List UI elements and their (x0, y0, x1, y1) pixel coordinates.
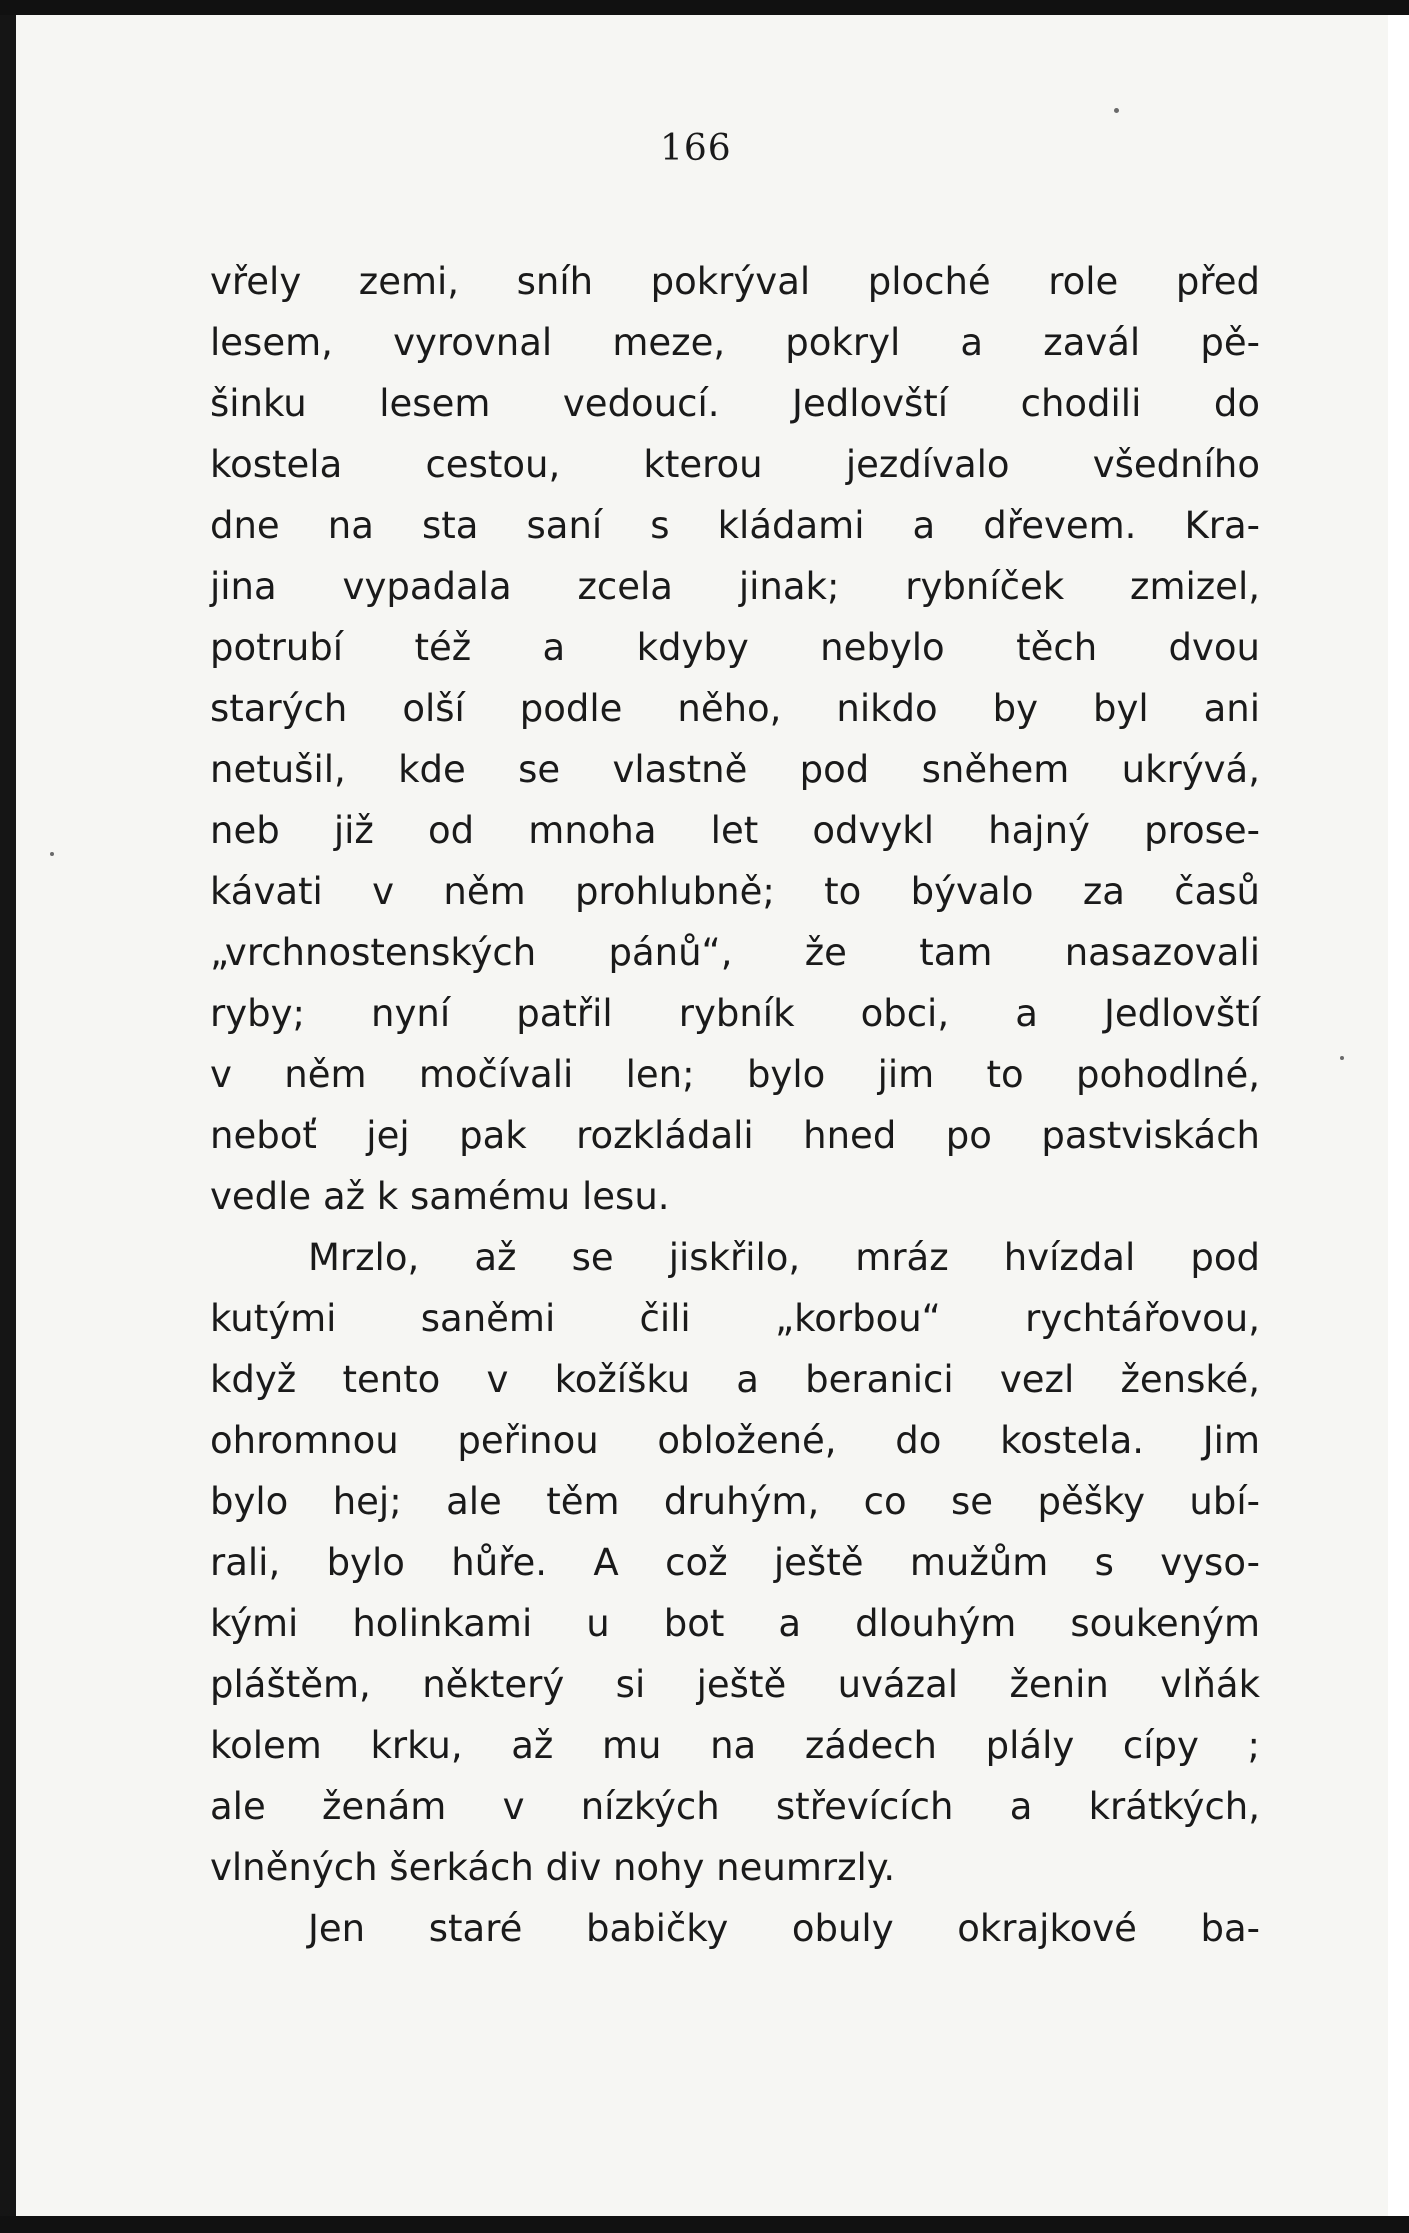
text-line: neb již od mnoha let odvykl hajný prose- (210, 809, 1260, 852)
text-line: ryby; nyní patřil rybník obci, a Jedlovští (210, 992, 1260, 1035)
text-line: kávati v něm prohlubně; to bývalo za časů (210, 870, 1260, 913)
text-line: šinku lesem vedoucí. Jedlovští chodili do (210, 382, 1260, 425)
text-line: ohromnou peřinou obložené, do kostela. Jim (210, 1419, 1260, 1462)
text-line: „vrchnostenských pánů“, že tam nasazovali (210, 931, 1260, 974)
dust-speck (1340, 1056, 1344, 1060)
dust-speck (1114, 108, 1119, 113)
dust-speck (50, 852, 54, 856)
text-line: dne na sta saní s kládami a dřevem. Kra- (210, 504, 1260, 547)
text-line: starých olší podle něho, nikdo by byl ani (210, 687, 1260, 730)
text-line: rali, bylo hůře. A což ještě mužům s vyso- (210, 1541, 1260, 1584)
scan-margin-right (1388, 0, 1409, 2233)
text-line: vřely zemi, sníh pokrýval ploché role před (210, 260, 1260, 303)
text-line-paragraph-start: Mrzlo, až se jiskřilo, mráz hvízdal pod (308, 1236, 1260, 1279)
text-line: netušil, kde se vlastně pod sněhem ukrývá, (210, 748, 1260, 791)
scan-edge-top (0, 0, 1409, 15)
scan-edge-bottom (0, 2216, 1409, 2233)
text-line: kostela cestou, kterou jezdívalo všedního (210, 443, 1260, 486)
text-line-paragraph-end: vlněných šerkách div nohy neumrzly. (210, 1846, 896, 1889)
text-line-paragraph-end: vedle až k samému lesu. (210, 1175, 670, 1218)
text-line: ale ženám v nízkých střevících a krátkých, (210, 1785, 1260, 1828)
text-line: kutými saněmi čili „korbou“ rychtářovou, (210, 1297, 1260, 1340)
text-line: lesem, vyrovnal meze, pokryl a zavál pě- (210, 321, 1260, 364)
text-line-paragraph-start: Jen staré babičky obuly okrajkové ba- (308, 1907, 1260, 1950)
text-line: potrubí též a kdyby nebylo těch dvou (210, 626, 1260, 669)
text-line: neboť jej pak rozkládali hned po pastviskách (210, 1114, 1260, 1157)
text-line: jina vypadala zcela jinak; rybníček zmizel, (210, 565, 1260, 608)
page-number: 166 (660, 128, 732, 169)
text-line: kými holinkami u bot a dlouhým soukeným (210, 1602, 1260, 1645)
text-line: když tento v kožíšku a beranici vezl ženské, (210, 1358, 1260, 1401)
text-line: pláštěm, některý si ještě uvázal ženin vlňák (210, 1663, 1260, 1706)
scan-edge-left (0, 0, 17, 2233)
text-line: bylo hej; ale těm druhým, co se pěšky ubí- (210, 1480, 1260, 1523)
text-line: v něm močívali len; bylo jim to pohodlné, (210, 1053, 1260, 1096)
text-line: kolem krku, až mu na zádech plály cípy ; (210, 1724, 1260, 1767)
